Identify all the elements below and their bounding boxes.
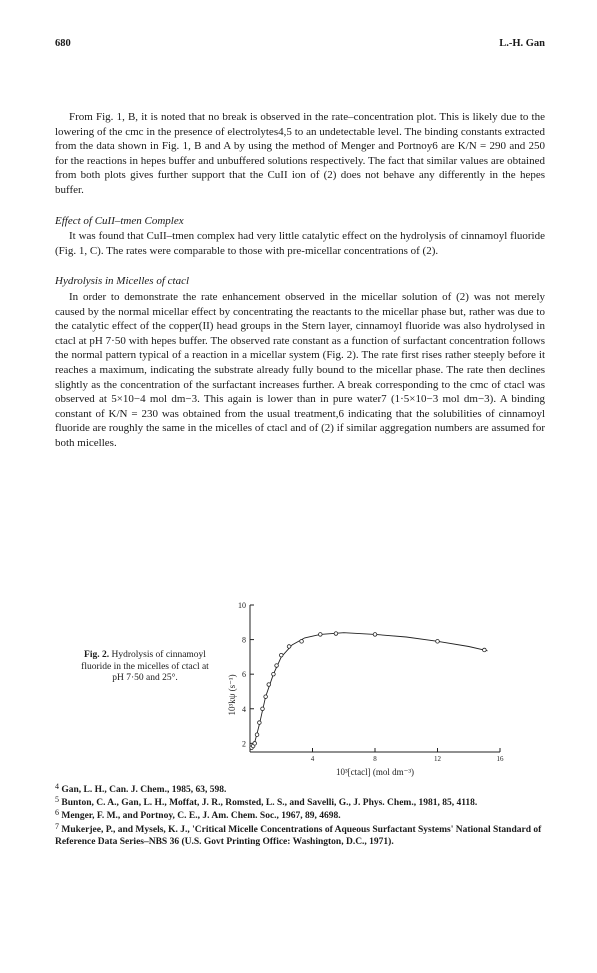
y-tick-label: 8 xyxy=(242,635,246,645)
paragraph-ctacl: In order to demonstrate the rate enhancement observed in the micellar solution of (2) was not merely caused by the normal micellar effect by concentrating the reactants to the micellar phase but, rather was due to the catalytic effect of the copper(II) head groups in the Stern layer, cinnamoyl fluoride was also hydrolysed in ctacl at pH 7·50 with hepes buffer. The observed rate constant as a function of surfactant concentration follows the normal pattern typical of a reaction in a micellar system (Fig. 2). The rate first rises rather steeply before it reaches a maximum, indicating the substrate already fully bound to the micellar phase. The rate then declines slightly as the concentration of the surfactant increases further. A break corresponding to the cmc of ctacl was observed at 5×10−4 mol dm−3. This again is lower than in pure water7 (1·5×10−3 mol dm−3). A binding constant of K/N = 230 was obtained from the usual treatment,6 indicating that the solubilities of cinnamoyl fluoride are roughly the same in the micelles of ctacl and of (2) if similar aggregation numbers are assumed for both micelles. xyxy=(55,290,545,449)
fitted-curve xyxy=(251,633,488,749)
page-number: 680 xyxy=(55,38,71,49)
section-heading-cu-tmen: Effect of CuII–tmen Complex xyxy=(55,214,184,227)
paragraph-cu-tmen: It was found that CuII–tmen complex had very little catalytic effect on the hydrolysis of cinnamoyl fluoride (Fig. 1, C). The rates were comparable to those with pre-micellar concentrations of (2). xyxy=(55,230,545,257)
body-text xyxy=(55,110,545,450)
x-tick-label: 8 xyxy=(373,755,377,763)
data-point xyxy=(287,645,291,649)
data-point xyxy=(261,707,265,711)
data-point xyxy=(373,633,377,637)
x-tick-label: 12 xyxy=(434,755,441,763)
y-tick-label: 2 xyxy=(242,739,246,749)
data-point xyxy=(436,640,440,644)
figure-caption-text: Hydrolysis of cinnamoyl fluoride in the micelles of ctacl at pH 7·50 and 25°. xyxy=(81,650,209,684)
y-tick-label: 10 xyxy=(238,601,246,610)
section-heading-ctacl: Hydrolysis in Micelles of ctacl xyxy=(55,275,190,288)
reference-item: $^7$ Mukerjee, P., and Mysels, K. J., 'Critical Micelle Concentrations of Aqueous Surfactant Systems' National Standard of Reference Data Series–NBS 36 (U.S. Govt Printing Office: Washington, D.C., 1971). xyxy=(55,821,542,847)
rate-concentration-plot xyxy=(215,597,515,782)
data-point xyxy=(275,664,279,668)
x-axis-label: 10³[ctacl] (mol dm⁻³) xyxy=(335,767,415,777)
data-point xyxy=(483,648,487,652)
data-point xyxy=(279,653,283,657)
x-tick-label: 16 xyxy=(496,755,504,763)
data-point xyxy=(319,633,323,637)
x-tick-label: 4 xyxy=(310,755,315,763)
figure-caption xyxy=(80,650,210,685)
data-point xyxy=(272,672,276,676)
page-header xyxy=(55,38,545,52)
y-tick-label: 4 xyxy=(242,704,246,714)
figure-2 xyxy=(55,597,545,782)
reference-item: $^4$ Gan, L. H., Can. J. Chem., 1985, 63, 598. xyxy=(55,782,227,795)
figure-label: Fig. 2. xyxy=(84,650,110,660)
data-point xyxy=(300,640,304,644)
y-tick-label: 6 xyxy=(242,670,246,680)
y-axis-label: 10³kψ (s⁻¹) xyxy=(227,674,237,716)
reference-item: $^5$ Bunton, C. A., Gan, L. H., Moffat, J. R., Romsted, L. S., and Savelli, G., J. Phys. Chem., 1981, 85, 4118. xyxy=(55,795,478,809)
data-point xyxy=(267,683,271,687)
data-point xyxy=(255,733,259,737)
reference-item: $^6$ Menger, F. M., and Portnoy, C. E., J. Am. Chem. Soc., 1967, 89, 4698. xyxy=(55,808,341,822)
data-point xyxy=(334,632,338,636)
running-author: L.-H. Gan xyxy=(499,38,545,49)
footnote-references xyxy=(55,784,545,849)
data-point xyxy=(264,695,268,699)
paragraph-binding-constants: From Fig. 1, B, it is noted that no break is observed in the rate–concentration plot. This is likely due to the lowering of the cmc in the presence of electrolytes4,5 to an undetectable level. The binding constants extracted from the data shown in Fig. 1, B and A by using the method of Menger and Portnoy6 are K/N = 290 and 250 for the reactions in hepes buffer and unbuffered solutions respectively. The fact that similar values are obtained from both plots gives further support that the CuII ion of (2) does not behave any differently in the hepes buffer. xyxy=(55,111,545,196)
data-point xyxy=(258,721,262,725)
data-point xyxy=(253,742,257,746)
